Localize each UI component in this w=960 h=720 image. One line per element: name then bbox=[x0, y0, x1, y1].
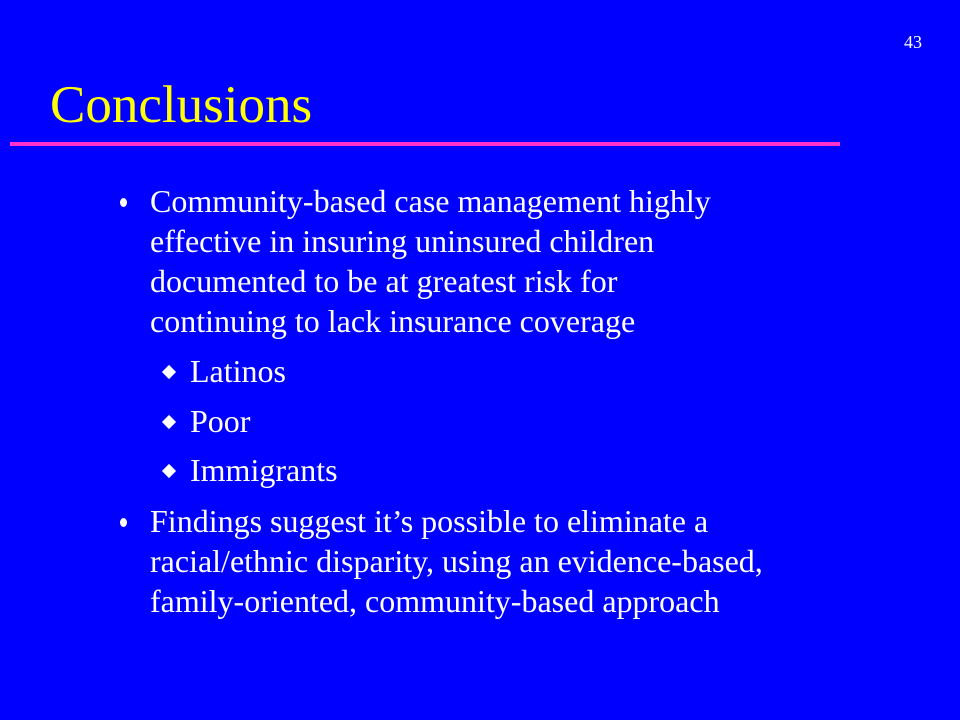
slide-number: 43 bbox=[904, 32, 922, 52]
sub-item-label: Latinos bbox=[190, 353, 286, 389]
bullet-1-line-3: documented to be at greatest risk for bbox=[150, 263, 618, 299]
title-underline bbox=[10, 142, 840, 146]
sub-item-label: Poor bbox=[190, 403, 251, 439]
bullet-1-line-1: Community-based case management highly bbox=[150, 183, 711, 219]
bullet-2-line-2: racial/ethnic disparity, using an evidence-based, bbox=[150, 543, 763, 579]
bullet-2-line-3: family-oriented, community-based approach bbox=[150, 583, 720, 619]
diamond-bullet-icon bbox=[162, 464, 176, 478]
bullet-dot-icon bbox=[120, 518, 127, 527]
diamond-bullet-icon bbox=[162, 415, 176, 429]
sub-item-label: Immigrants bbox=[190, 452, 338, 488]
bullet-1-line-4: continuing to lack insurance coverage bbox=[150, 303, 636, 339]
bullet-1-line-2: effective in insuring uninsured children bbox=[150, 223, 655, 259]
diamond-bullet-icon bbox=[162, 365, 176, 379]
bullet-dot-icon bbox=[120, 198, 127, 207]
slide-title: Conclusions bbox=[50, 76, 313, 134]
bullet-2-line-1: Findings suggest it’s possible to eliminate a bbox=[150, 503, 709, 539]
